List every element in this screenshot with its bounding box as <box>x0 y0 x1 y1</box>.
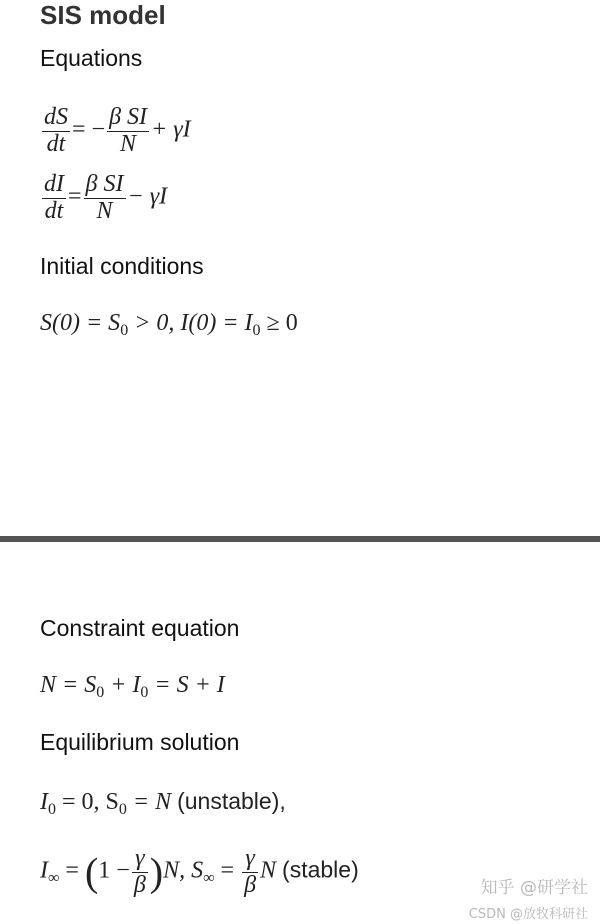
slide-divider <box>0 536 600 542</box>
equation-di-dt: $\frac{dI}{dt}$ = $\frac{\text{β SI}}{N}$ − γI <box>44 171 168 225</box>
stable-label: (stable) <box>282 856 359 883</box>
gamma-over-beta-2: $\frac{\gamma}{\beta}$ <box>244 845 257 899</box>
slide-title: SIS model <box>40 0 166 30</box>
equations-heading: Equations <box>40 45 143 71</box>
gamma-over-beta: $\frac{\gamma}{\beta}$ <box>133 845 146 899</box>
beta-si-over-n-2: $\frac{\text{β SI}}{N}$ <box>85 171 124 225</box>
initial-conditions-heading: Initial conditions <box>40 253 204 279</box>
di-dt-fraction: $\frac{dI}{dt}$ <box>44 171 64 225</box>
unstable-label: (unstable), <box>177 788 286 814</box>
initial-conditions-equation: $S(0) = S_0 > 0$, $I(0) = I_0 \ge 0$ <box>40 310 298 339</box>
ds-dt-fraction: $\frac{dS}{dt}$ <box>44 104 68 158</box>
equilibrium-heading: Equilibrium solution <box>40 729 240 755</box>
equilibrium-unstable: $I_0 = 0$, $S_0 = N$ (unstable), <box>40 788 286 818</box>
zhihu-watermark: 知乎 @研学社 <box>480 878 588 898</box>
constraint-equation: $N = S_0 + I_0 = S + I$ <box>40 672 225 701</box>
constraint-heading: Constraint equation <box>40 615 240 641</box>
equation-ds-dt: $\frac{dS}{dt}$ = − $\frac{\text{β SI}}{N}$ + γI <box>44 104 191 158</box>
csdn-watermark: CSDN @放牧科研社 <box>468 907 588 922</box>
equilibrium-stable: $I_\infty = (1$ − $\frac{\gamma}{\beta}$ )N, $S_\infty$ = $\frac{\gamma}{\beta}$ N (stable) <box>40 845 359 899</box>
beta-si-over-n: $\frac{\text{β SI}}{N}$ <box>109 104 148 158</box>
